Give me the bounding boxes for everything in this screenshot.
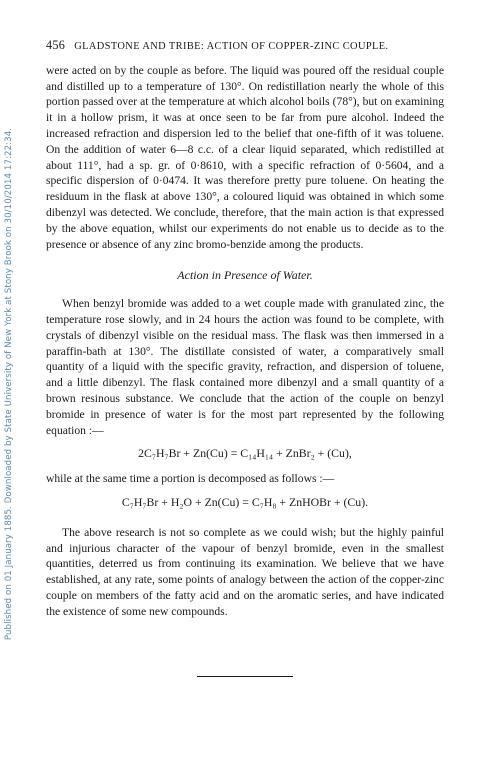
end-rule [197,676,293,677]
page-number: 456 [46,38,66,52]
download-stamp [2,0,16,768]
download-stamp-text: Published on 01 January 1885. Downloaded by State University of New York at Stony Brook on 30/10/2014 17:22:34. [4,127,14,641]
paragraph-continued: were acted on by the couple as before. The liquid was poured off the residual couple and distilled up to a temperature of 130°. On redistillation nearly the whole of this portion passed over at the temperature at which alcohol boils (78°), but on examining it in a hollow prism, it was at once seen to be far from pure alcohol. Indeed the increased refraction and dispersion led to the belief that one-fifth of it was toluene. On the addition of water 6—8 c.c. of a clear liquid separated, which redistilled at about 111°, had a sp. gr. of 0·8610, with a specific refraction of 0·5604, and a specific dispersion of 0·0474. It was therefore pretty pure toluene. On heating the residuum in the flask at above 130°, a coloured liquid was obtained in which some dibenzyl was detected. We conclude, therefore, that the main action is that expressed by the above equation, whilst our experiments do not enable us to decide as to the presence or absence of any zinc bromo-benzide among the products. [46,63,444,251]
equation-toluene: C₇H₇Br + H₂O + Zn(Cu) = C₇H₈ + ZnHOBr + (Cu). [121,494,369,509]
paragraph-water-action: When benzyl bromide was added to a wet couple made with granulated zinc, the temperature rose slowly, and in 24 hours the action was found to be complete, with crystals of dibenzyl visible on the residual mass. The flask was then immersed in a paraffin-bath at 130°. The distillate consisted of water, a comparatively small quantity of a liquid with the specific gravity, refraction, and dispersion of toluene, and a little dibenzyl. The flask contained more dibenzyl and a small quantity of a brown resinous substance. We conclude that the action of the couple on benzyl bromide in presence of water is for the most part represented by the following equation :— [46,297,444,437]
equation-dibenzyl: 2C₇H₇Br + Zn(Cu) = C₁₄H₁₄ + ZnBr₂ + (Cu), [138,446,352,461]
equation-lead-text: while at the same time a portion is decomposed as follows :— [46,472,335,486]
running-title: GLADSTONE AND TRIBE: ACTION OF COPPER-ZINC COUPLE. [74,41,389,52]
journal-page [46,38,444,677]
section-heading: Action in Presence of Water. [177,268,313,283]
running-header [46,38,444,55]
paragraph-conclusion: The above research is not so complete as we could wish; but the highly painful and injurious character of the vapour of benzyl bromide, even in the smallest quantities, deterred us from continuing its examination. We believe that we have established, at any rate, some points of analogy between the action of the copper-zinc couple on members of the fatty acid and on the aromatic series, and have indicated the existence of some new compounds. [46,525,444,618]
